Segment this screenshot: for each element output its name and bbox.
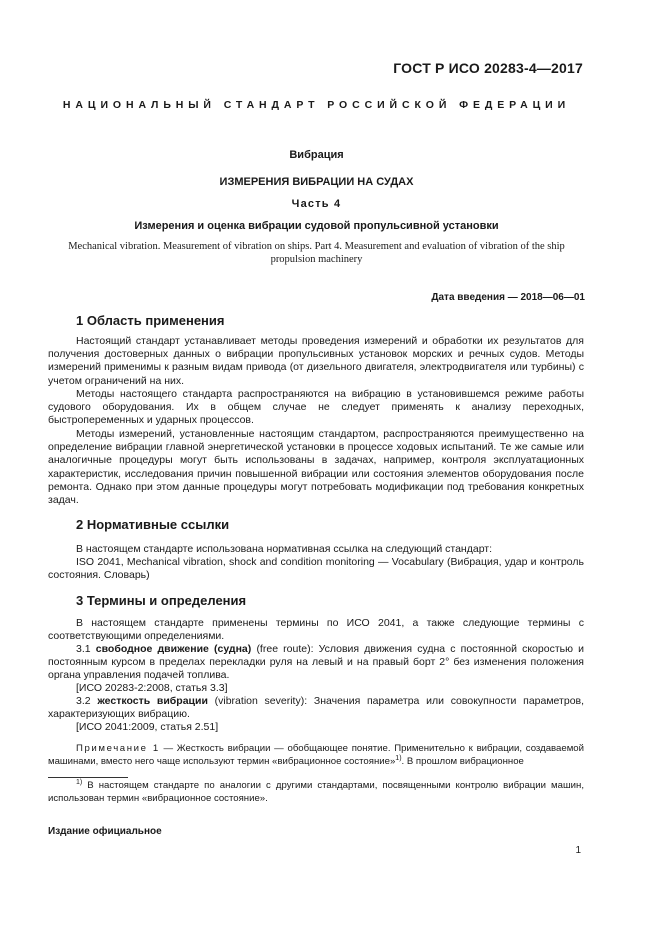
section-3-heading: 3 Термины и определения [76, 593, 247, 608]
note-1-footnote-ref: 1) [395, 754, 402, 762]
title-subtitle: Измерения и оценка вибрации судовой пропульсивной установки [134, 220, 499, 232]
note-1-text: — Жесткость вибрации — обобщающее понятие. Применительно к вибрации, создаваемой машинами, вместо него чаще используют термин «вибрационное состояние» [48, 743, 584, 767]
page-number: 1 [575, 845, 581, 856]
term-3-1-definition: (free route): Условия движения судна с постоянной скоростью и постоянным курсом в пределах перекладки руля на левый и на правый борт 2° без изменения положения органа управления подачей топлива. [48, 643, 585, 682]
date-of-introduction: Дата введения — 2018—06—01 [431, 292, 585, 303]
section-1-paragraph-1: Настоящий стандарт устанавливает методы проведения измерений и обработки их результатов для получения достоверных данных о вибрации пропульсивных установок морских и речных судов. Методы измерений применимы к разным видам привода (от дизельного двигателя, электродвигателя или турбины) с учетом ограничений на них. [48, 335, 584, 387]
title-part: Часть 4 [291, 198, 342, 210]
title-english: Mechanical vibration. Measurement of vibration on ships. Part 4. Measurement and evaluation of vibration of the ship propulsion machinery [68, 241, 565, 265]
footnote-divider [48, 777, 128, 778]
term-3-1-reference: [ИСО 20283-2:2008, статья 3.3] [76, 682, 228, 694]
standard-number: ГОСТ Р ИСО 20283-4—2017 [393, 60, 583, 76]
term-3-1-number: 3.1 [76, 643, 91, 655]
section-2-paragraph-1: В настоящем стандарте использована нормативная ссылка на следующий стандарт: [76, 543, 493, 555]
section-1-heading: 1 Область применения [76, 313, 225, 328]
term-3-2-term: жесткость вибрации [97, 695, 208, 707]
term-3-1-term: свободное движение (судна) [95, 643, 252, 655]
national-standard-banner: НАЦИОНАЛЬНЫЙ СТАНДАРТ РОССИЙСКОЙ ФЕДЕРАЦИИ [62, 99, 571, 111]
note-1-tail: . В прошлом вибрационное [401, 756, 524, 767]
note-1 [48, 742, 584, 768]
official-edition-label: Издание официальное [48, 826, 162, 837]
note-1-label: Примечание 1 [76, 743, 160, 754]
title-topic: Вибрация [289, 149, 344, 161]
term-3-2-reference: [ИСО 2041:2009, статья 2.51] [76, 721, 219, 733]
term-3-1 [48, 643, 584, 683]
footnote-mark: 1) [76, 778, 83, 786]
footnote [48, 779, 584, 806]
section-1-paragraph-2: Методы настоящего стандарта распространяются на вибрацию в установившемся режиме работы судового оборудования. Их в общем случае не следует применять к анализу переходных, быстропеременных и ударных процессов. [48, 388, 584, 427]
term-3-2-definition: (vibration severity): Значения параметра или совокупности параметров, характеризующих вибрацию. [48, 695, 585, 721]
section-2-heading: 2 Нормативные ссылки [76, 517, 230, 532]
section-3-intro: В настоящем стандарте применены термины по ИСО 2041, а также следующие термины с соответствующими определениями. [48, 617, 584, 643]
section-2-paragraph-2: ISO 2041, Mechanical vibration, shock and condition monitoring — Vocabulary (Вибрация, удар и контроль состояния. Словарь) [48, 556, 584, 582]
term-3-2 [48, 695, 584, 721]
title-main: ИЗМЕРЕНИЯ ВИБРАЦИИ НА СУДАХ [219, 176, 414, 188]
footnote-text: В настоящем стандарте по аналогии с другими стандартами, посвященными контролю вибрации машин, использован термин «вибрационное состояние». [48, 780, 584, 805]
term-3-2-number: 3.2 [76, 695, 91, 707]
section-1-paragraph-3: Методы измерений, установленные настоящим стандартом, распространяются преимущественно на определение вибрации главной энергетической установки в процессе ходовых испытаний. Те же самые или аналогичные процедуры могут быть использованы в задачах, например, контроля эксплуатационных характеристик, исследования причин повышенной вибрации или состояния элементов оборудования после ремонта. Однако при этом данные процедуры могут потребовать модификации под требования конкретных задач. [48, 428, 584, 507]
